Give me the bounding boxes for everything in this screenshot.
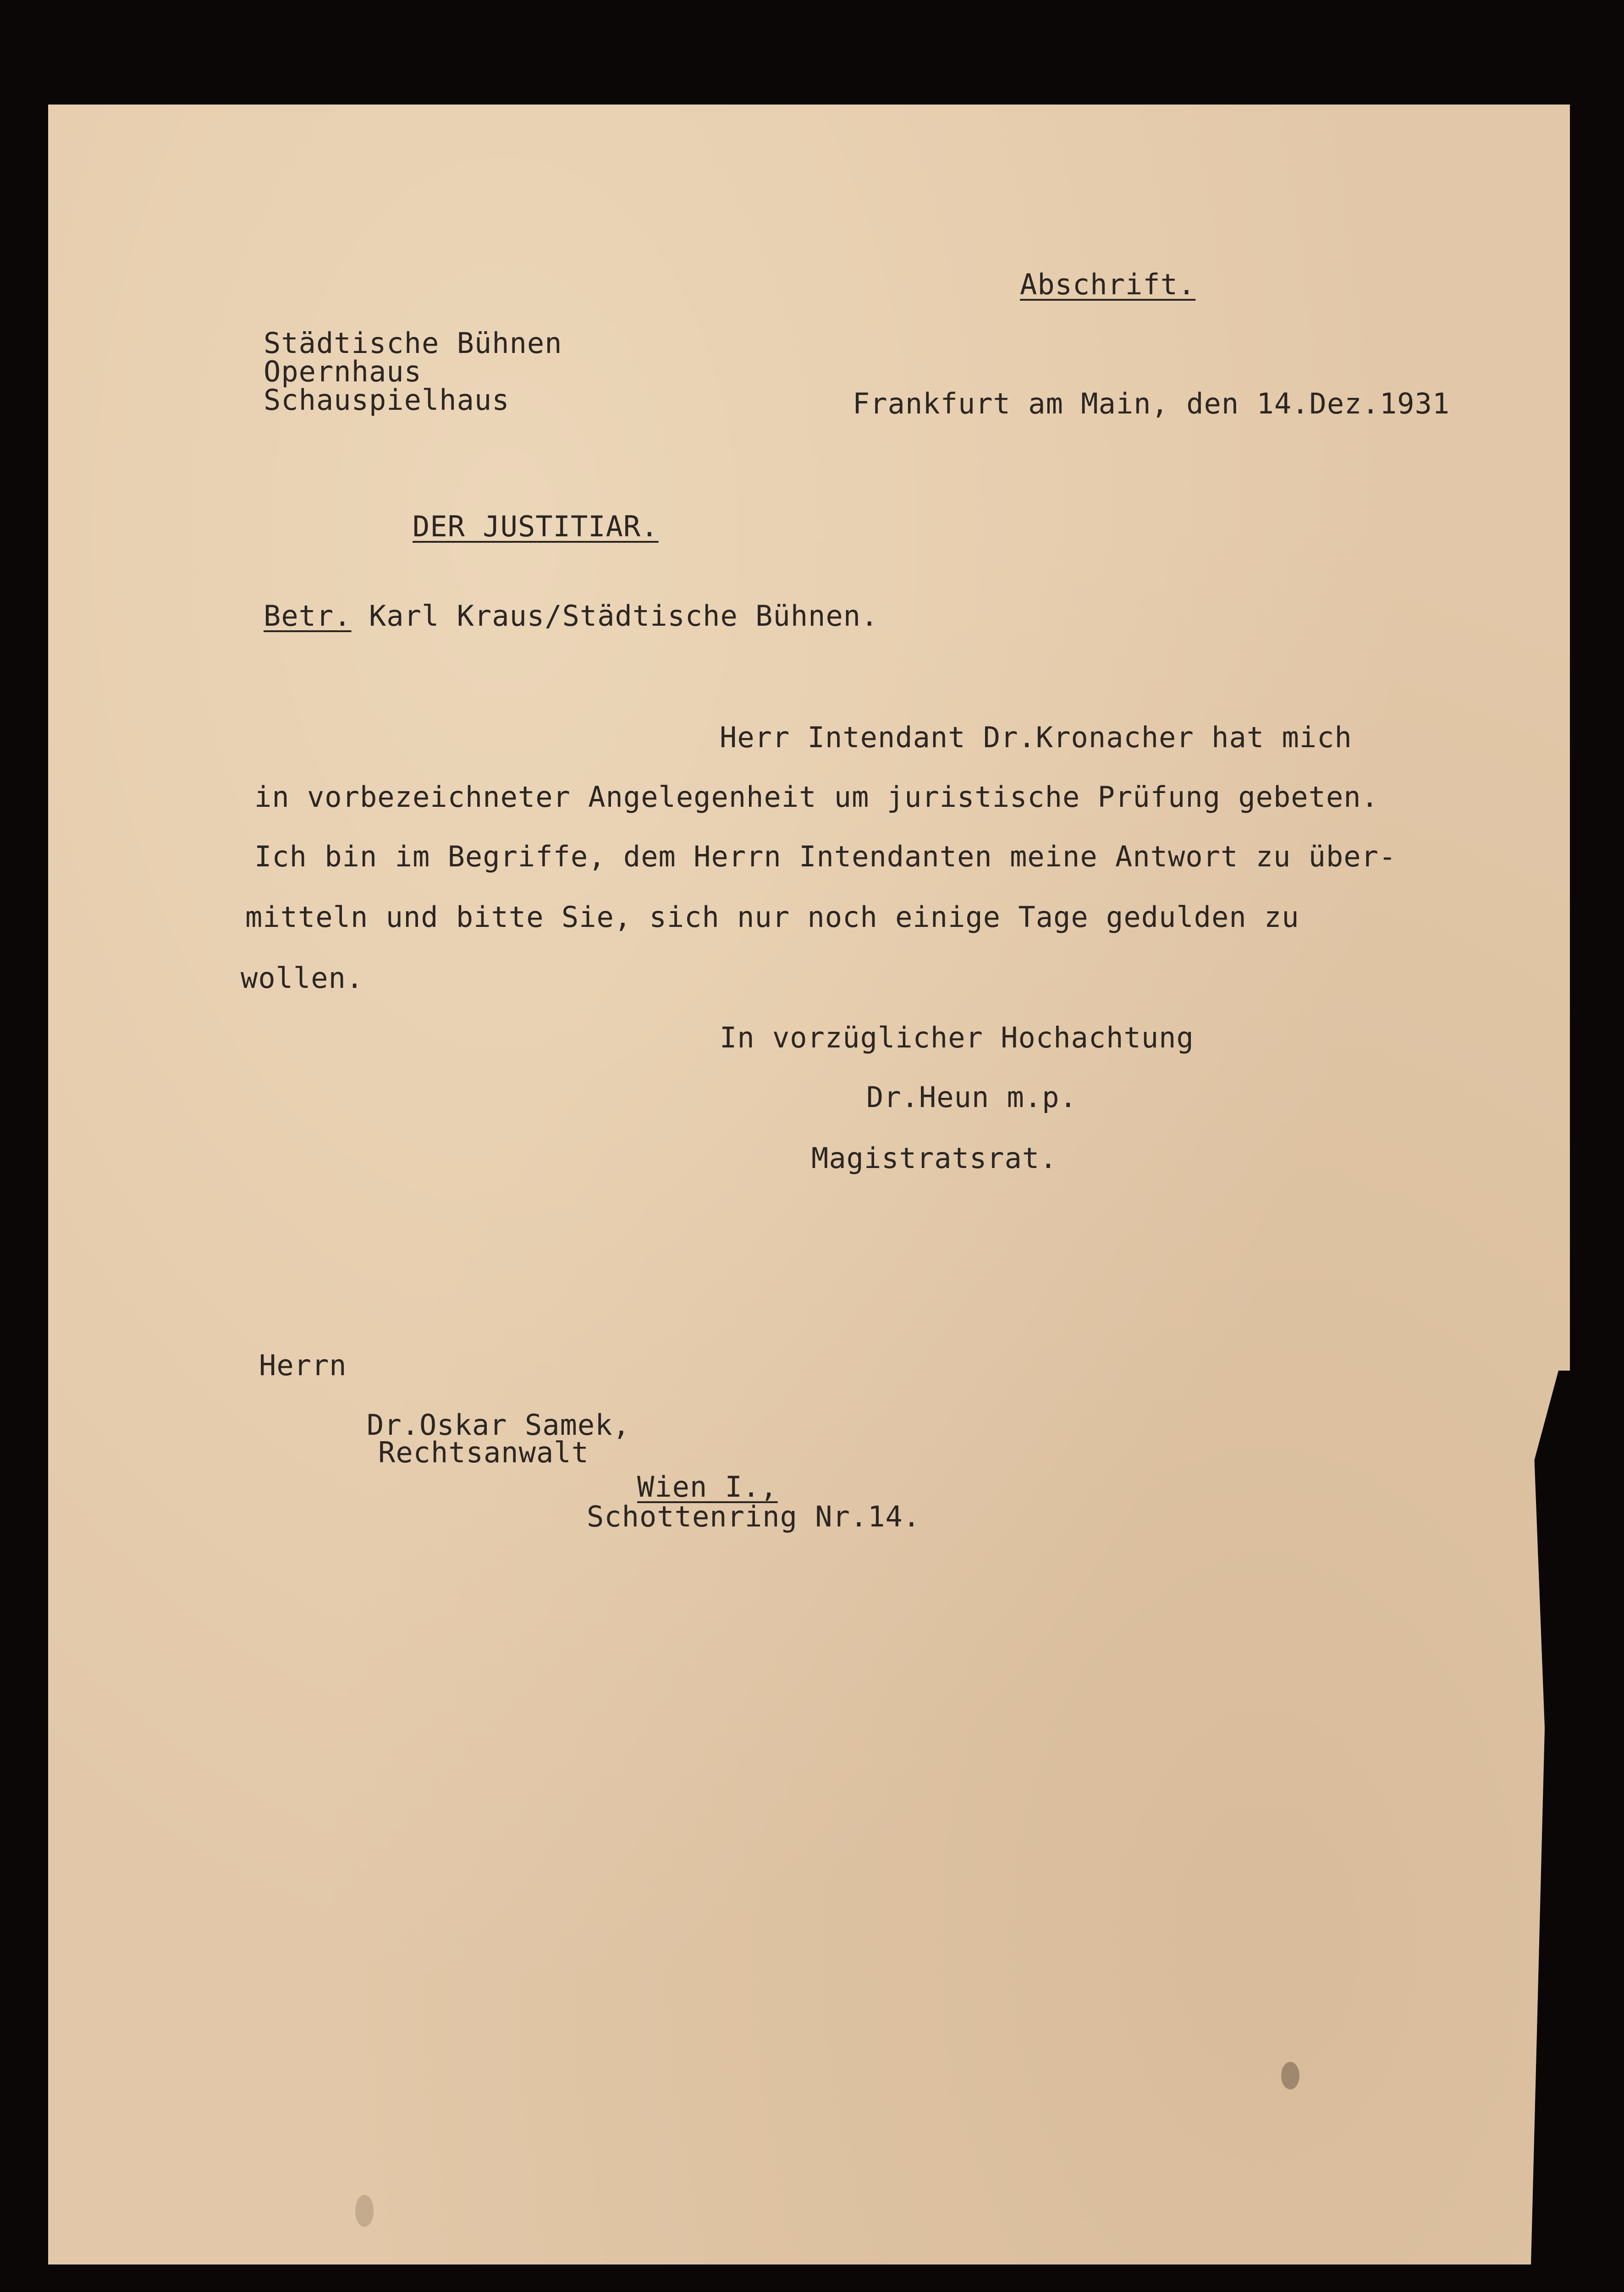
body-line-5: wollen.: [241, 961, 364, 995]
ink-spot: [1281, 2062, 1299, 2089]
sender-line-1: Städtische Bühnen: [264, 326, 562, 360]
body-line-2: in vorbezeichneter Angelegenheit um juristische Prüfung gebeten.: [254, 780, 1379, 814]
paper-sheet: [48, 105, 1570, 2264]
body-line-4: mitteln und bitte Sie, sich nur noch einige Tage gedulden zu: [245, 900, 1299, 934]
recipient-city: Wien I.,: [637, 1470, 778, 1504]
subject-text: Karl Kraus/Städtische Bühnen.: [369, 599, 879, 633]
subject-label: Betr.: [264, 599, 352, 633]
closing: In vorzüglicher Hochachtung: [720, 1021, 1194, 1054]
recipient-street: Schottenring Nr.14.: [587, 1500, 921, 1533]
sender-line-2: Opernhaus: [264, 355, 422, 388]
signature: Dr.Heun m.p.: [866, 1080, 1077, 1114]
copy-label: Abschrift.: [1020, 268, 1196, 301]
department-heading: DER JUSTITIAR.: [413, 510, 659, 543]
recipient-name: Dr.Oskar Samek,: [367, 1408, 630, 1442]
place-date: Frankfurt am Main, den 14.Dez.1931: [853, 387, 1450, 420]
sender-line-3: Schauspielhaus: [264, 383, 510, 417]
stain-mark: [355, 2195, 374, 2227]
body-line-3: Ich bin im Begriffe, dem Herrn Intendanten meine Antwort zu über-: [254, 840, 1397, 873]
body-line-1: Herr Intendant Dr.Kronacher hat mich: [720, 721, 1352, 754]
recipient-profession: Rechtsanwalt: [378, 1436, 589, 1469]
signatory-title: Magistratsrat.: [811, 1141, 1057, 1175]
recipient-salutation: Herrn: [259, 1349, 347, 1382]
subject-line: [264, 599, 879, 633]
